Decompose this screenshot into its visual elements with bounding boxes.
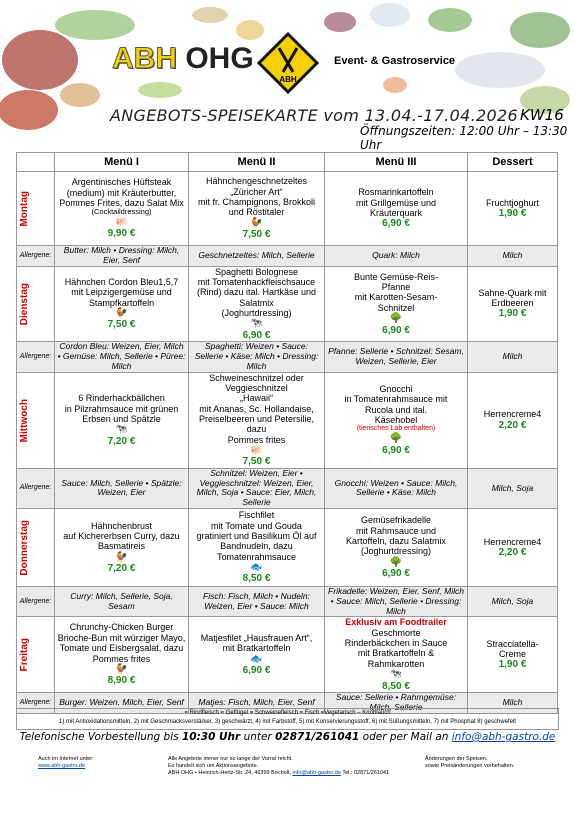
price: 6,90 € — [242, 329, 271, 341]
footer-website-link[interactable]: www.abh-gastro.de — [38, 763, 86, 769]
vegetarian-icon: 🌳 — [389, 433, 403, 445]
price: 7,50 € — [107, 319, 136, 331]
footer-middle — [168, 756, 389, 777]
allergen-cell: Milch — [468, 342, 558, 372]
dish-line: Creme — [498, 648, 526, 659]
dish-line: Pfanne — [381, 282, 411, 293]
footer-address: ABH OHG • Heinrich-Hertz-Str. 24, 46399 Bocholt, — [168, 770, 291, 776]
dish-line: Veggieschnitzel — [225, 382, 288, 393]
chicken-icon: 🐓 — [115, 663, 128, 675]
page-title: ANGEBOTS-SPEISEKARTE vom 13.04.-17.04.2026 — [110, 106, 518, 125]
dish-line: in Tomatenrahmsauce mit — [344, 394, 448, 405]
phone-pre: Telefonische Vorbestellung bis — [19, 731, 179, 743]
dish-line: Hähnchen Cordon Bleu1,5,7 — [64, 276, 179, 287]
dish-line: (Rind) dazu ital. Hartkäse und — [196, 287, 317, 298]
dish-cell-m1 — [55, 172, 189, 246]
brand-ohg: OHG — [185, 42, 254, 75]
dish-line: Matjesfilet „Hausfrauen Art“, — [200, 632, 313, 643]
price: 6,90 € — [382, 444, 410, 456]
dish-line: Erbsen und Spätzle — [82, 413, 161, 424]
dish-line: Hähnchengeschnetzeltes — [205, 176, 308, 187]
footer-mid-text-2: Es handelt sich um Aktionsangebote. — [168, 763, 259, 769]
footer-right-text-1: Änderungen der Speisen, — [425, 756, 488, 762]
brand-logo — [112, 42, 254, 76]
allergen-cell: Sauce: Sellerie • Rahmgemüse: Milch, Sellerie — [325, 693, 468, 714]
menu-row-donnerstag — [17, 509, 558, 587]
legend — [16, 708, 559, 730]
allergen-row — [17, 587, 558, 617]
dish-line: mit Tomate und Gouda — [211, 520, 302, 531]
day-cell — [17, 172, 55, 246]
week-number: KW16 — [520, 106, 564, 124]
column-header: Menü I — [55, 153, 189, 172]
price: 7,50 € — [242, 229, 271, 241]
chicken-icon: 🐓 — [250, 217, 263, 229]
brand-abh: ABH — [112, 42, 177, 75]
allergen-cell: Pfanne: Sellerie • Schnitzel: Sesam, Weizen, Sellerie, Eier — [325, 342, 468, 372]
allergen-cell: Cordon Bleu: Weizen, Eier, Milch • Gemüse: Milch, Sellerie • Püree: Milch — [55, 342, 189, 372]
dish-line: Pommes Frites, dazu Salat Mix — [59, 197, 184, 208]
dish-cell-m1 — [55, 372, 189, 468]
day-label: Montag — [19, 190, 30, 227]
dish-line: Tomatenrahmsauce — [216, 551, 297, 562]
dish-line: Gemüsefrikadelle — [360, 515, 432, 526]
dish-line: Geschmorte — [371, 627, 421, 638]
dish-line: in Pilzrahmsauce mit grünen — [64, 403, 179, 414]
dish-line: Basmatireis — [97, 541, 145, 552]
dish-line: Argentinisches Hüftsteak — [71, 177, 172, 188]
footer-mid-text-1: Alle Angebote immer nur so lange der Vorrat reicht. — [168, 756, 293, 762]
footer-mail-link[interactable]: info@abh-gastro.de — [292, 770, 341, 776]
dish-line: mit Grillgemüse und — [355, 197, 437, 208]
dish-line: Stracciatella- — [486, 638, 539, 649]
dish-line: Gnocchi — [379, 384, 413, 395]
dish-line: Chrunchy-Chicken Burger — [69, 622, 174, 633]
allergen-cell: Milch — [468, 246, 558, 267]
dish-line: Pommes frites — [92, 653, 151, 664]
dish-line: Herrencreme4 — [483, 409, 542, 420]
dish-line: mit Karotten-Sesam- — [354, 292, 438, 303]
dish-cell-m2 — [189, 509, 325, 587]
header — [0, 0, 575, 150]
dish-line: Bunte Gemüse-Reis- — [353, 271, 439, 282]
dish-line: Rosmarinkartoffeln — [358, 187, 434, 198]
price: 2,20 € — [498, 419, 527, 431]
dish-line: (Joghurtdressing) — [360, 546, 432, 557]
chicken-icon: 🐓 — [115, 307, 128, 319]
price: 6,90 € — [382, 218, 410, 230]
dish-cell-dessert — [468, 266, 558, 342]
legend-icons: = Rindfleisch = Geflügel = Schweinefleisch = Fisch =Vegetarisch – Knoblauch — [184, 710, 391, 716]
dish-line: Kartoffeln, dazu Salatmix — [346, 536, 446, 547]
pig-icon: 🐖 — [250, 444, 263, 456]
dish-line: Salatmix — [239, 297, 274, 308]
menu-row-mittwoch — [17, 372, 558, 468]
menu-table — [16, 152, 558, 714]
dish-line: Preiselbeeren und Petersilie, dazu — [198, 413, 315, 435]
opening-hours: Öffnungszeiten: 12:00 Uhr – 13:30 Uhr — [360, 124, 568, 152]
dish-line: Stampfkartoffeln — [88, 297, 155, 308]
allergen-cell: Geschnetzeltes: Milch, Sellerie — [189, 246, 325, 267]
price: 8,50 € — [242, 573, 271, 585]
dish-line: Pommes frites — [227, 434, 286, 445]
vegetarian-icon: 🌳 — [389, 556, 403, 568]
corner-cell — [17, 153, 55, 172]
allergen-label: Allergene: — [17, 587, 55, 617]
fish-icon: 🐟 — [250, 561, 263, 573]
tagline: Event- & Gastroservice — [334, 55, 456, 67]
footer-right — [425, 756, 514, 770]
allergen-cell: Milch, Soja — [468, 468, 558, 508]
phone-mid: unter — [243, 731, 272, 743]
dish-note: (tierisches Lab enthalten) — [356, 425, 436, 433]
footer-mid-text-3 — [168, 770, 389, 777]
dish-cell-m1 — [55, 509, 189, 587]
dish-line: Fruchtjoghurt — [485, 197, 540, 208]
dish-line: Tomate und Eisbergsalat, dazu — [59, 643, 184, 654]
price: 6,90 € — [382, 568, 410, 580]
cow-icon: 🐄 — [250, 318, 263, 330]
dish-line: mit Ananas, Sc. Hollandaise, — [199, 403, 314, 414]
dish-line: „Hawaii“ — [239, 393, 273, 404]
dish-cell-m2 — [189, 617, 325, 693]
chicken-icon: 🐓 — [115, 551, 128, 563]
allergen-cell: Burger: Weizen, Milch, Eier, Senf — [55, 693, 189, 714]
price: 1,90 € — [498, 308, 527, 320]
brand-badge-icon — [257, 32, 319, 94]
allergen-cell: Curry: Milch, Sellerie, Soja, Sesam — [55, 587, 189, 617]
dish-line: Herrencreme4 — [483, 536, 542, 547]
footer-tel: Tel.: 02871/261041 — [342, 770, 390, 776]
price: 8,50 € — [382, 680, 410, 692]
dish-line: (Joghurtdressing) — [221, 307, 292, 318]
allergen-cell: Milch, Soja — [468, 587, 558, 617]
dish-cell-m2 — [189, 266, 325, 342]
dish-line: Käsehobel — [374, 415, 418, 426]
dish-line: Schnitzel — [377, 302, 415, 313]
allergen-label: Allergene: — [17, 468, 55, 508]
allergen-cell: Spaghetti: Weizen • Sauce: Sellerie • Käse: Milch • Dressing: Milch — [189, 342, 325, 372]
allergen-row — [17, 246, 558, 267]
dish-line: auf Kichererbsen Curry, dazu — [63, 530, 180, 541]
allergen-cell: Quark: Milch — [325, 246, 468, 267]
cow-icon: 🐄 — [115, 424, 128, 436]
allergen-cell: Frikadelle: Weizen, Eier, Senf, Milch • Sauce: Milch, Sellerie • Dressing: Milch — [325, 587, 468, 617]
dish-line: Brioche-Bun mit würziger Mayo, — [57, 632, 186, 643]
dish-line: Sahne-Quark mit — [478, 287, 547, 298]
dish-line: mit Bratkartoffeln — [222, 643, 291, 654]
dish-line: „Züricher Art“ — [230, 186, 283, 197]
day-cell — [17, 617, 55, 693]
day-label: Dienstag — [19, 282, 30, 325]
fish-icon: 🐟 — [250, 653, 263, 665]
dish-line: gratiniert und Basilikum Öl auf — [196, 530, 317, 541]
dish-note: (Cocktaildressing) — [91, 207, 152, 217]
dish-cell-m2 — [189, 172, 325, 246]
header-row — [17, 153, 558, 172]
dish-line: Schweineschnitzel oder — [209, 372, 304, 383]
allergen-row — [17, 342, 558, 372]
allergen-label: Allergene: — [17, 342, 55, 372]
dish-line: (medium) mit Kräuterbutter, — [66, 187, 177, 198]
vegetarian-icon: 🌳 — [389, 313, 403, 325]
dish-line: mit fr. Champignons, Brokkoli — [197, 197, 316, 207]
price: 2,20 € — [498, 546, 527, 558]
dish-cell-m3 — [325, 509, 468, 587]
day-label: Mittwoch — [19, 398, 30, 442]
phone-order-line — [0, 731, 575, 749]
price: 1,90 € — [498, 207, 527, 219]
pig-icon: 🐖 — [115, 216, 128, 228]
allergen-row — [17, 468, 558, 508]
dish-cell-m3 — [325, 372, 468, 468]
price: 6,90 € — [242, 665, 271, 677]
allergen-cell: Sauce: Milch, Sellerie • Spätzle: Weizen, Eier — [55, 468, 189, 508]
dish-line: Spaghetti Bolognese — [214, 266, 299, 277]
dish-line: und Röstitaler — [228, 207, 285, 218]
dish-line: Erdbeeren — [491, 298, 534, 309]
footer-right-text-2: sowie Preisänderungen vorbehalten. — [425, 763, 515, 769]
allergen-label: Allergene: — [17, 246, 55, 267]
dish-cell-m3 — [325, 266, 468, 342]
dish-line: Hähnchenbrust — [90, 520, 153, 531]
allergen-cell: Gnocchi: Weizen • Sauce: Milch, Sellerie • Käse: Milch — [325, 468, 468, 508]
day-label: Donnerstag — [19, 519, 30, 576]
phone-post: oder per Mail an — [362, 731, 449, 743]
price: 6,90 € — [382, 324, 410, 336]
day-label: Freitag — [19, 638, 30, 672]
price: 7,20 € — [107, 563, 136, 575]
dish-special: Exklusiv am Foodtrailer — [345, 617, 447, 628]
menu-row-montag — [17, 172, 558, 246]
legend-additives: 1) mit Antioxidationsmitteln, 2) mit Geschmacksverstärker, 3) geschwärzt, 4) mit Farbstoff, 5) mit Konservierungsstoff, 6) mit Süßungsmitteln, 7) mit Phosphat 8) geschwefelt — [59, 719, 516, 725]
menu-row-freitag — [17, 617, 558, 693]
price: 7,20 € — [107, 435, 136, 447]
footer-left-text: Auch im Internet unter: — [38, 756, 94, 762]
dish-cell-m2 — [189, 372, 325, 468]
allergen-cell: Matjes: Fisch, Milch, Eier, Senf — [189, 693, 325, 714]
column-header: Menü III — [325, 153, 468, 172]
dish-cell-m1 — [55, 266, 189, 342]
dish-line: Rahmkarotten — [367, 658, 425, 669]
allergen-cell: Butter: Milch • Dressing: Milch, Eier, Senf — [55, 246, 189, 267]
cow-icon: 🐄 — [389, 669, 403, 681]
dish-cell-dessert — [468, 372, 558, 468]
price: 9,90 € — [107, 228, 136, 240]
dish-line: mit Tomatenhackfleischsauce — [197, 276, 316, 287]
allergen-cell: Milch — [468, 693, 558, 714]
menu-row-dienstag — [17, 266, 558, 342]
dish-cell-m3 — [325, 172, 468, 246]
brand-badge-label: ABH — [279, 75, 297, 84]
footer-left — [38, 756, 94, 770]
dish-line: mit Bratkartoffeln & — [357, 648, 435, 659]
price: 7,50 € — [242, 456, 271, 468]
dish-line: 6 Rinderhackbällchen — [78, 393, 165, 404]
price: 1,90 € — [498, 659, 527, 671]
allergen-cell: Fisch: Fisch, Milch • Nudeln: Weizen, Eier • Sauce: Milch — [189, 587, 325, 617]
day-cell — [17, 509, 55, 587]
dish-line: Rinderbäckchen in Sauce — [344, 638, 448, 648]
column-header: Dessert — [468, 153, 558, 172]
dish-line: mit Leipzigergemüse und — [71, 287, 172, 298]
column-header: Menü II — [189, 153, 325, 172]
allergen-cell: Schnitzel: Weizen, Eier • Veggieschnitzel: Weizen, Eier, Milch, Soja • Sauce: Eier, Milch, Sellerie — [189, 468, 325, 508]
dish-cell-dessert — [468, 617, 558, 693]
dish-cell-dessert — [468, 172, 558, 246]
phone-number: 02871/261041 — [275, 731, 360, 743]
dish-line: Kräuterquark — [369, 207, 423, 218]
dish-cell-dessert — [468, 509, 558, 587]
phone-time: 10:30 Uhr — [181, 731, 241, 743]
day-cell — [17, 372, 55, 468]
dish-cell-m3 — [325, 617, 468, 693]
allergen-label: Allergene: — [17, 693, 55, 714]
phone-mail-link[interactable]: info@abh-gastro.de — [451, 731, 556, 743]
dish-line: Bandnudeln, dazu — [220, 541, 293, 552]
dish-line: mit Rahmsauce und — [355, 525, 437, 536]
day-cell — [17, 266, 55, 342]
dish-line: Rucola und ital. — [364, 404, 428, 415]
dish-line: Fischfilet — [238, 510, 275, 521]
dish-cell-m1 — [55, 617, 189, 693]
price: 8,90 € — [107, 675, 136, 687]
